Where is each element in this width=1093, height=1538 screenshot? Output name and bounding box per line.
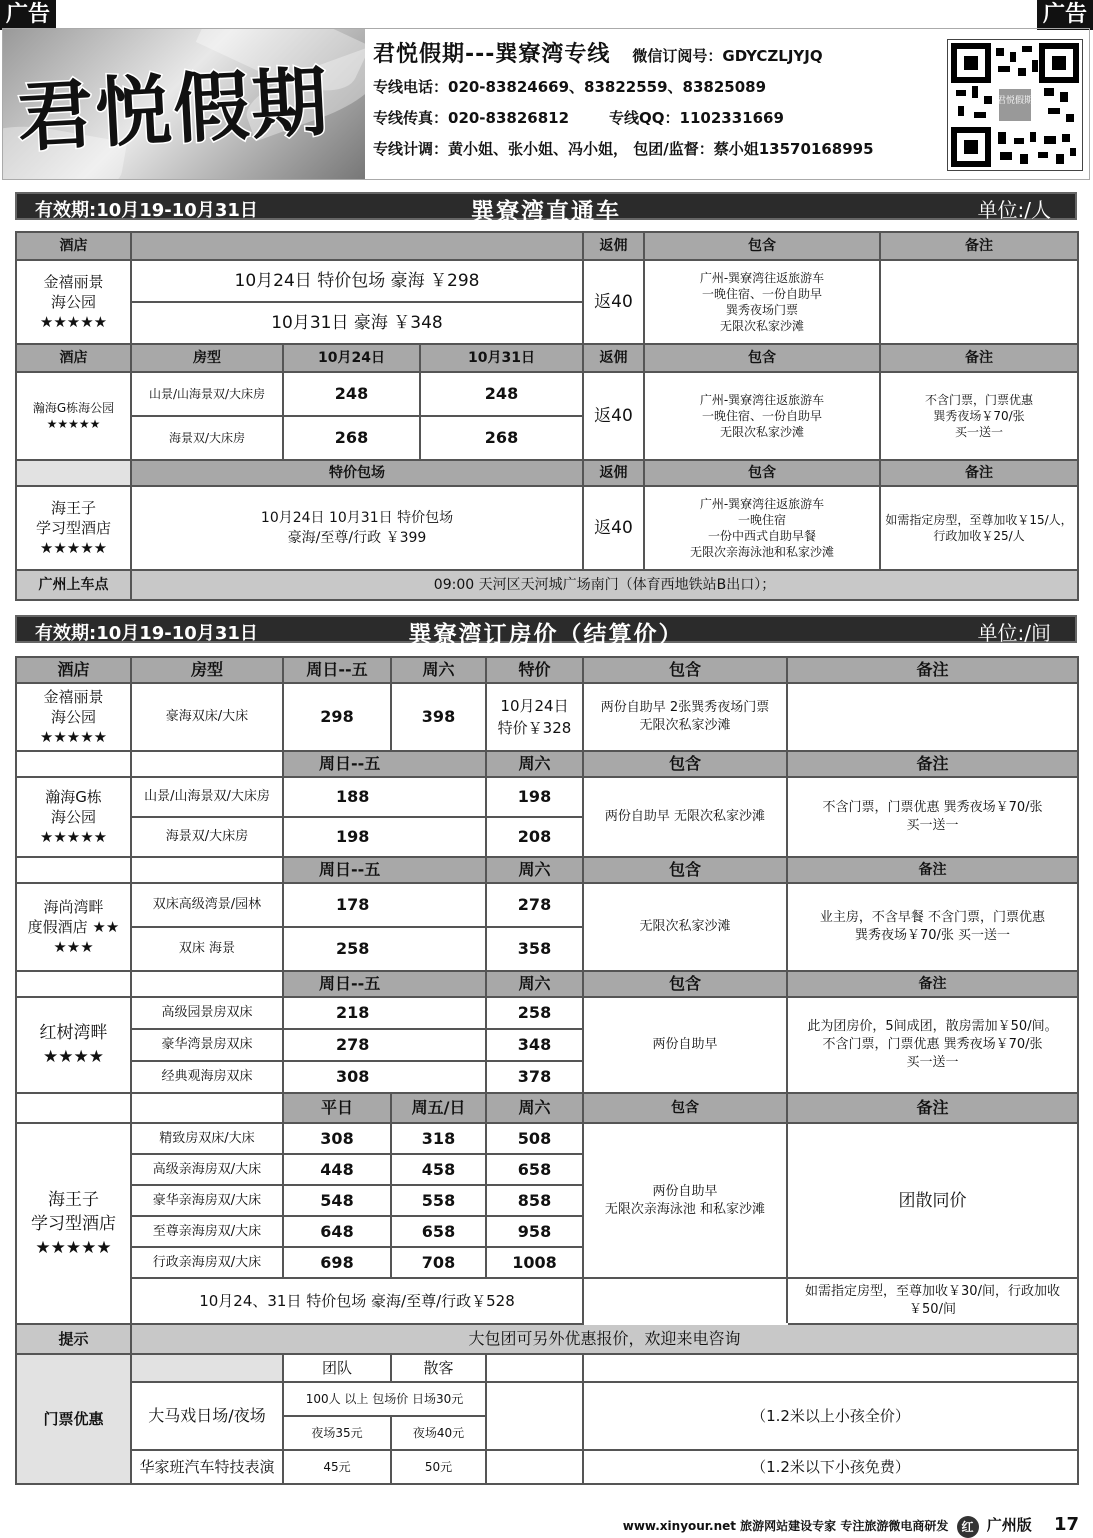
circus-team-night: 夜场35元 — [283, 1416, 391, 1450]
haiwangzi-room-3: 豪华亲海房双/大床 — [131, 1185, 283, 1216]
footer-site: www.xinyour.net 旅游网站建设专家 专注旅游微电商研发 — [622, 1519, 949, 1533]
blank-cell — [131, 751, 283, 777]
haiwangzi-p1-weekday: 308 — [283, 1123, 391, 1154]
jinxi-special: 10月24日 特价￥328 — [486, 683, 583, 751]
col-special: 特价包场 — [131, 460, 583, 486]
col-saturday-5: 周六 — [486, 1093, 583, 1123]
section1-title: 巽寮湾直通车 — [471, 199, 621, 225]
jinxi-weekday-price: 298 — [283, 683, 391, 751]
col-note-3: 备注 — [787, 857, 1078, 883]
haiwangzi-room-2: 高级亲海房双/大床 — [131, 1154, 283, 1185]
section2-title: 巽寮湾订房价（结算价） — [408, 622, 684, 648]
fax-line: 专线传真：020-83826812 — [373, 109, 570, 127]
haishang-saturday-1: 278 — [486, 883, 583, 927]
blank-cell — [131, 971, 283, 997]
haishang-room-1: 双床高级湾景/园林 — [131, 883, 283, 927]
hanhai-package: 两份自助早 无限次私家沙滩 — [583, 777, 787, 857]
haiwangzi-p5-weekday: 698 — [283, 1247, 391, 1278]
col-room-2: 房型 — [131, 344, 283, 372]
haiwangzi-p1-sat: 508 — [486, 1123, 583, 1154]
hongshu-weekday-3: 308 — [283, 1061, 486, 1093]
haiwangzi-note: 如需指定房型，至尊加收￥15/人，行政加收￥25/人 — [880, 486, 1078, 570]
hanhai-package: 广州-巽寮湾往返旅游车 一晚住宿、一份自助早 无限次私家沙滩 — [644, 372, 880, 460]
haiwangzi-package: 两份自助早 无限次亲海泳池 和私家沙滩 — [583, 1123, 787, 1278]
hongshu-weekday-2: 278 — [283, 1029, 486, 1061]
col-note: 备注 — [787, 657, 1078, 683]
hanhai-price-1-1: 248 — [283, 372, 420, 416]
haiwangzi-p3-sat: 858 — [486, 1185, 583, 1216]
col-saturday-4: 周六 — [486, 971, 583, 997]
phone-line: 专线电话：020-83824669、83822559、83825089 — [373, 78, 767, 96]
staff-line: 专线计调：黄小姐、张小姐、冯小姐， 包团/监督：蔡小姐13570168995 — [373, 140, 874, 158]
col-room: 房型 — [131, 657, 283, 683]
haiwangzi-p5-sat: 1008 — [486, 1247, 583, 1278]
hanhai-room-2: 海景双/大床房 — [131, 817, 283, 857]
hongshu-room-3: 经典观海房双床 — [131, 1061, 283, 1093]
blank-cell — [131, 857, 283, 883]
col-weekday-2: 周日--五 — [283, 751, 486, 777]
col-special: 特价 — [486, 657, 583, 683]
hongshu-note: 此为团房价，5间成团，散房需加￥50/间。 不含门票，门票优惠 巽秀夜场￥70/张 买一送一 — [787, 997, 1078, 1093]
stunt-child-note: （1.2米以下小孩免费） — [583, 1450, 1078, 1484]
qr-code — [947, 39, 1083, 171]
col-rebate-2: 返佣 — [583, 344, 644, 372]
section1-unit: 单位:/人 — [977, 198, 1051, 222]
col-date1: 10月24日 — [283, 344, 420, 372]
haiwangzi-p5-frisun: 708 — [391, 1247, 486, 1278]
hanhai-note: 不含门票，门票优惠 巽秀夜场￥70/张 买一送一 — [787, 777, 1078, 857]
jinxi-special-line2: 10月31日 豪海 ￥348 — [131, 302, 583, 344]
hanhai-saturday-2: 208 — [486, 817, 583, 857]
hongshu-saturday-3: 378 — [486, 1061, 583, 1093]
haiwangzi-note2: 如需指定房型，至尊加收￥30/间，行政加收￥50/间 — [787, 1278, 1078, 1324]
blank-cell — [16, 1093, 131, 1123]
blank-cell — [16, 857, 131, 883]
blank-cell — [131, 1093, 283, 1123]
hotel-hanhai: 瀚海G栋海公园 ★★★★★ — [16, 372, 131, 460]
jinxi-special-line1: 10月24日 特价包场 豪海 ￥298 — [131, 260, 583, 302]
qq-line: 专线QQ：1102331669 — [609, 109, 784, 127]
haiwangzi-p4-frisun: 658 — [391, 1216, 486, 1247]
haishang-package: 无限次私家沙滩 — [583, 883, 787, 971]
circus-group-price: 100人 以上 包场价 日场30元 — [283, 1382, 486, 1416]
hotel-jinxi: 金禧丽景 海公园 ★★★★★ — [16, 683, 131, 751]
col-note-2: 备注 — [880, 344, 1078, 372]
haiwangzi-p2-weekday: 448 — [283, 1154, 391, 1185]
haiwangzi-p1-frisun: 318 — [391, 1123, 486, 1154]
col-note-2: 备注 — [787, 751, 1078, 777]
hotel-haishang: 海尚湾畔 度假酒店 ★★ ★★★ — [16, 883, 131, 971]
shuttle-table — [15, 231, 1079, 601]
haiwangzi-p2-sat: 658 — [486, 1154, 583, 1185]
blank-cell — [583, 1354, 1078, 1382]
footer-edition: 广州版 — [986, 1516, 1032, 1534]
hanhai-room-1: 山景/山海景双/大床房 — [131, 372, 283, 416]
blank-cell — [16, 751, 131, 777]
haiwangzi-p4-weekday: 648 — [283, 1216, 391, 1247]
col-fri-sun: 周五/日 — [391, 1093, 486, 1123]
jinxi-note — [787, 683, 1078, 751]
blank-cell — [486, 1450, 583, 1484]
col-rebate-3: 返佣 — [583, 460, 644, 486]
col-package-3: 包含 — [644, 460, 880, 486]
jinxi-note — [880, 260, 1078, 344]
section2-bar — [15, 615, 1077, 648]
stunt-single-price: 50元 — [391, 1450, 486, 1484]
jinxi-saturday-price: 398 — [391, 683, 486, 751]
wechat-id: 微信订阅号：GDYCZLJYJQ — [632, 47, 823, 65]
section2-validity: 有效期:10月19-10月31日 — [35, 623, 258, 644]
hotel-jinxi: 金禧丽景 海公园 ★★★★★ — [16, 260, 131, 344]
contact-info — [373, 39, 943, 165]
hanhai-weekday-1: 188 — [283, 777, 486, 817]
hongshu-saturday-1: 258 — [486, 997, 583, 1029]
hanhai-note: 不含门票，门票优惠 巽秀夜场￥70/张 买一送一 — [880, 372, 1078, 460]
hotel-hongshu: 红树湾畔 ★★★★ — [16, 997, 131, 1093]
circus-child-note: （1.2米以上小孩全价） — [583, 1382, 1078, 1450]
col-note-5: 备注 — [787, 1093, 1078, 1123]
haiwangzi-package: 广州-巽寮湾往返旅游车 一晚住宿 一份中西式自助早餐 无限次亲海泳池和私家沙滩 — [644, 486, 880, 570]
header-title: 君悦假期---巽寮湾专线 — [373, 42, 611, 67]
col-note-3: 备注 — [880, 460, 1078, 486]
haiwangzi-p2-frisun: 458 — [391, 1154, 486, 1185]
section1-validity: 有效期:10月19-10月31日 — [35, 200, 258, 221]
haishang-saturday-2: 358 — [486, 927, 583, 971]
section1-bar — [15, 192, 1077, 225]
col-weekday: 周日--五 — [283, 657, 391, 683]
circus-single-night: 夜场40元 — [391, 1416, 486, 1450]
jinxi-package: 两份自助早 2张巽秀夜场门票 无限次私家沙滩 — [583, 683, 787, 751]
col-hotel-2: 酒店 — [16, 344, 131, 372]
haishang-weekday-1: 178 — [283, 883, 486, 927]
hongshu-package: 两份自助早 — [583, 997, 787, 1093]
hongshu-room-2: 豪华湾景房双床 — [131, 1029, 283, 1061]
haiwangzi-rebate: 返40 — [583, 486, 644, 570]
circus-show: 大马戏日场/夜场 — [131, 1382, 283, 1450]
hanhai-price-2-1: 268 — [283, 416, 420, 460]
blank-cell — [16, 971, 131, 997]
col-rebate: 返佣 — [583, 232, 644, 260]
pickup-location: 09:00 天河区天河城广场南门（体育西地铁站B出口）； — [131, 570, 1078, 600]
blank-cell — [583, 1278, 787, 1324]
col-note-4: 备注 — [787, 971, 1078, 997]
haiwangzi-p3-frisun: 558 — [391, 1185, 486, 1216]
col-package-2: 包含 — [583, 751, 787, 777]
hanhai-rebate: 返40 — [583, 372, 644, 460]
hotel-hanhai: 瀚海G栋 海公园 ★★★★★ — [16, 777, 131, 857]
haiwangzi-room-1: 精致房双床/大床 — [131, 1123, 283, 1154]
haishang-weekday-2: 258 — [283, 927, 486, 971]
haiwangzi-special: 10月24日 10月31日 特价包场 豪海/至尊/行政 ￥399 — [131, 486, 583, 570]
page-number: 17 — [1053, 1514, 1079, 1535]
ticket-team-header: 团队 — [283, 1354, 391, 1382]
hanhai-weekday-2: 198 — [283, 817, 486, 857]
tip-text: 大包团可另外优惠报价，欢迎来电咨询 — [131, 1324, 1078, 1354]
col-blank — [131, 232, 583, 260]
jinxi-rebate: 返40 — [583, 260, 644, 344]
tip-label: 提示 — [16, 1324, 131, 1354]
ad-tag-left: 广告 — [0, 0, 56, 30]
qr-center-logo: 君悦假期 — [996, 96, 1034, 106]
hanhai-price-2-2: 268 — [420, 416, 583, 460]
col-package: 包含 — [583, 657, 787, 683]
stunt-team-price: 45元 — [283, 1450, 391, 1484]
col-package-4: 包含 — [583, 971, 787, 997]
jinxi-room: 豪海双床/大床 — [131, 683, 283, 751]
col-hotel: 酒店 — [16, 232, 131, 260]
hanhai-room-1: 山景/山海景双/大床房 — [131, 777, 283, 817]
col-weekday-3: 周日--五 — [283, 857, 486, 883]
col-package-5: 包含 — [583, 1093, 787, 1123]
hongshu-room-1: 高级园景房双床 — [131, 997, 283, 1029]
brand-logo-text: 君悦假期 — [15, 56, 332, 163]
ticket-single-header: 散客 — [391, 1354, 486, 1382]
hanhai-room-2: 海景双/大床房 — [131, 416, 283, 460]
col-package-3: 包含 — [583, 857, 787, 883]
ad-tag-right: 广告 — [1037, 0, 1093, 30]
jinxi-package: 广州-巽寮湾往返旅游车 一晚住宿、一份自助早 巽秀夜场门票 无限次私家沙滩 — [644, 260, 880, 344]
haiwangzi-p4-sat: 958 — [486, 1216, 583, 1247]
agency-header — [2, 28, 1090, 180]
page-footer — [623, 1514, 1079, 1538]
hanhai-saturday-1: 198 — [486, 777, 583, 817]
blank-cell — [16, 460, 131, 486]
col-date2: 10月31日 — [420, 344, 583, 372]
room-price-table — [15, 656, 1079, 1485]
blank-cell — [486, 1382, 583, 1450]
footer-logo: 红 — [957, 1516, 979, 1538]
blank-cell — [486, 1354, 583, 1382]
hongshu-weekday-1: 218 — [283, 997, 486, 1029]
haishang-note: 业主房，不含早餐 不含门票，门票优惠 巽秀夜场￥70/张 买一送一 — [787, 883, 1078, 971]
col-weekday-4: 周日--五 — [283, 971, 486, 997]
col-saturday-3: 周六 — [486, 857, 583, 883]
stunt-show: 华家班汽车特技表演 — [131, 1450, 283, 1484]
section2-unit: 单位:/间 — [977, 621, 1051, 645]
ticket-label: 门票优惠 — [16, 1354, 131, 1484]
hongshu-saturday-2: 348 — [486, 1029, 583, 1061]
col-package: 包含 — [644, 232, 880, 260]
col-hotel: 酒店 — [16, 657, 131, 683]
hotel-haiwangzi: 海王子 学习型酒店 ★★★★★ — [16, 486, 131, 570]
logo-banner — [3, 29, 365, 179]
haiwangzi-room-4: 至尊亲海房双/大床 — [131, 1216, 283, 1247]
hotel-haiwangzi: 海王子 学习型酒店 ★★★★★ — [16, 1123, 131, 1324]
hanhai-price-1-2: 248 — [420, 372, 583, 416]
col-note: 备注 — [880, 232, 1078, 260]
haiwangzi-note: 团散同价 — [787, 1123, 1078, 1278]
haiwangzi-special: 10月24、31日 特价包场 豪海/至尊/行政￥528 — [131, 1278, 583, 1324]
col-weekday-5: 平日 — [283, 1093, 391, 1123]
col-saturday: 周六 — [391, 657, 486, 683]
blank-cell — [131, 1354, 283, 1382]
col-package-2: 包含 — [644, 344, 880, 372]
col-saturday-2b: 周六 — [486, 751, 583, 777]
haishang-room-2: 双床 海景 — [131, 927, 283, 971]
pickup-label: 广州上车点 — [16, 570, 131, 600]
haiwangzi-p3-weekday: 548 — [283, 1185, 391, 1216]
haiwangzi-room-5: 行政亲海房双/大床 — [131, 1247, 283, 1278]
